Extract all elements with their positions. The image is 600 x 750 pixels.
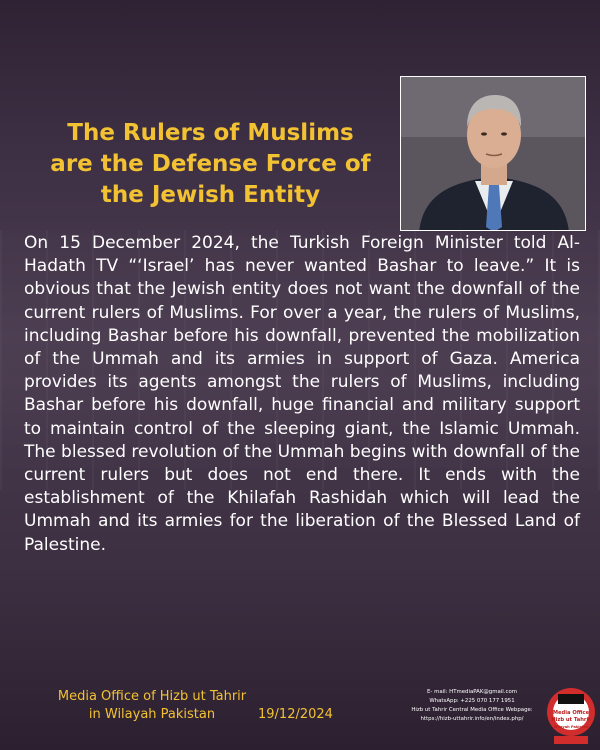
speaker-photo bbox=[400, 76, 586, 231]
footer-contacts bbox=[388, 688, 556, 724]
logo-text-3: Wilayah Pakistan bbox=[553, 725, 589, 729]
headline-line-3: the Jewish Entity bbox=[100, 182, 321, 208]
contact-central-label: Hizb ut Tahrir Central Media Office Webpage: bbox=[411, 707, 533, 713]
logo-text-2: Hizb ut Tahrir bbox=[551, 717, 591, 723]
logo-text-1: Media Office bbox=[552, 710, 590, 716]
contact-whatsapp: WhatsApp: +225 070 177 1951 bbox=[429, 698, 515, 704]
footer-office-line-2: in Wilayah Pakistan bbox=[88, 707, 216, 722]
footer-date: 19/12/2024 bbox=[258, 707, 333, 722]
article-body: On 15 December 2024, the Turkish Foreign Minister told Al-Hadath TV “‘Israel’ has never wanted Bashar to leave.” It is obvious that the Jewish entity does not want the downfall of the current rulers of Muslims. For over a year, the rulers of Muslims, including Bashar before his downfall, prevented the mobilization of the Ummah and its armies in support of Gaza. America provides its agents amongst the rulers of Muslims, including Bashar before his downfall, huge financial and military support to maintain control of the sleeping giant, the Islamic Ummah. The blessed revolution of the Ummah begins with downfall of the current rulers but does not end there. It ends with the establishment of the Khilafah Rashidah which will lead the Ummah and its armies for the liberation of the Blessed Land of Palestine. bbox=[24, 233, 580, 555]
footer-office bbox=[32, 688, 272, 724]
headline-line-2: are the Defense Force of bbox=[50, 151, 371, 177]
footer-office-line-1: Media Office of Hizb ut Tahrir bbox=[57, 689, 247, 704]
contact-email: E- mail: HTmediaPAK@gmail.com bbox=[427, 689, 517, 695]
media-office-logo-icon bbox=[546, 684, 596, 746]
contact-central-url: https://hizb-uttahrir.info/en/index.php/ bbox=[420, 716, 524, 722]
man-in-suit-icon bbox=[401, 77, 586, 231]
headline bbox=[38, 118, 383, 211]
media-office-logo bbox=[546, 684, 596, 746]
headline-line-1: The Rulers of Muslims bbox=[67, 120, 354, 146]
